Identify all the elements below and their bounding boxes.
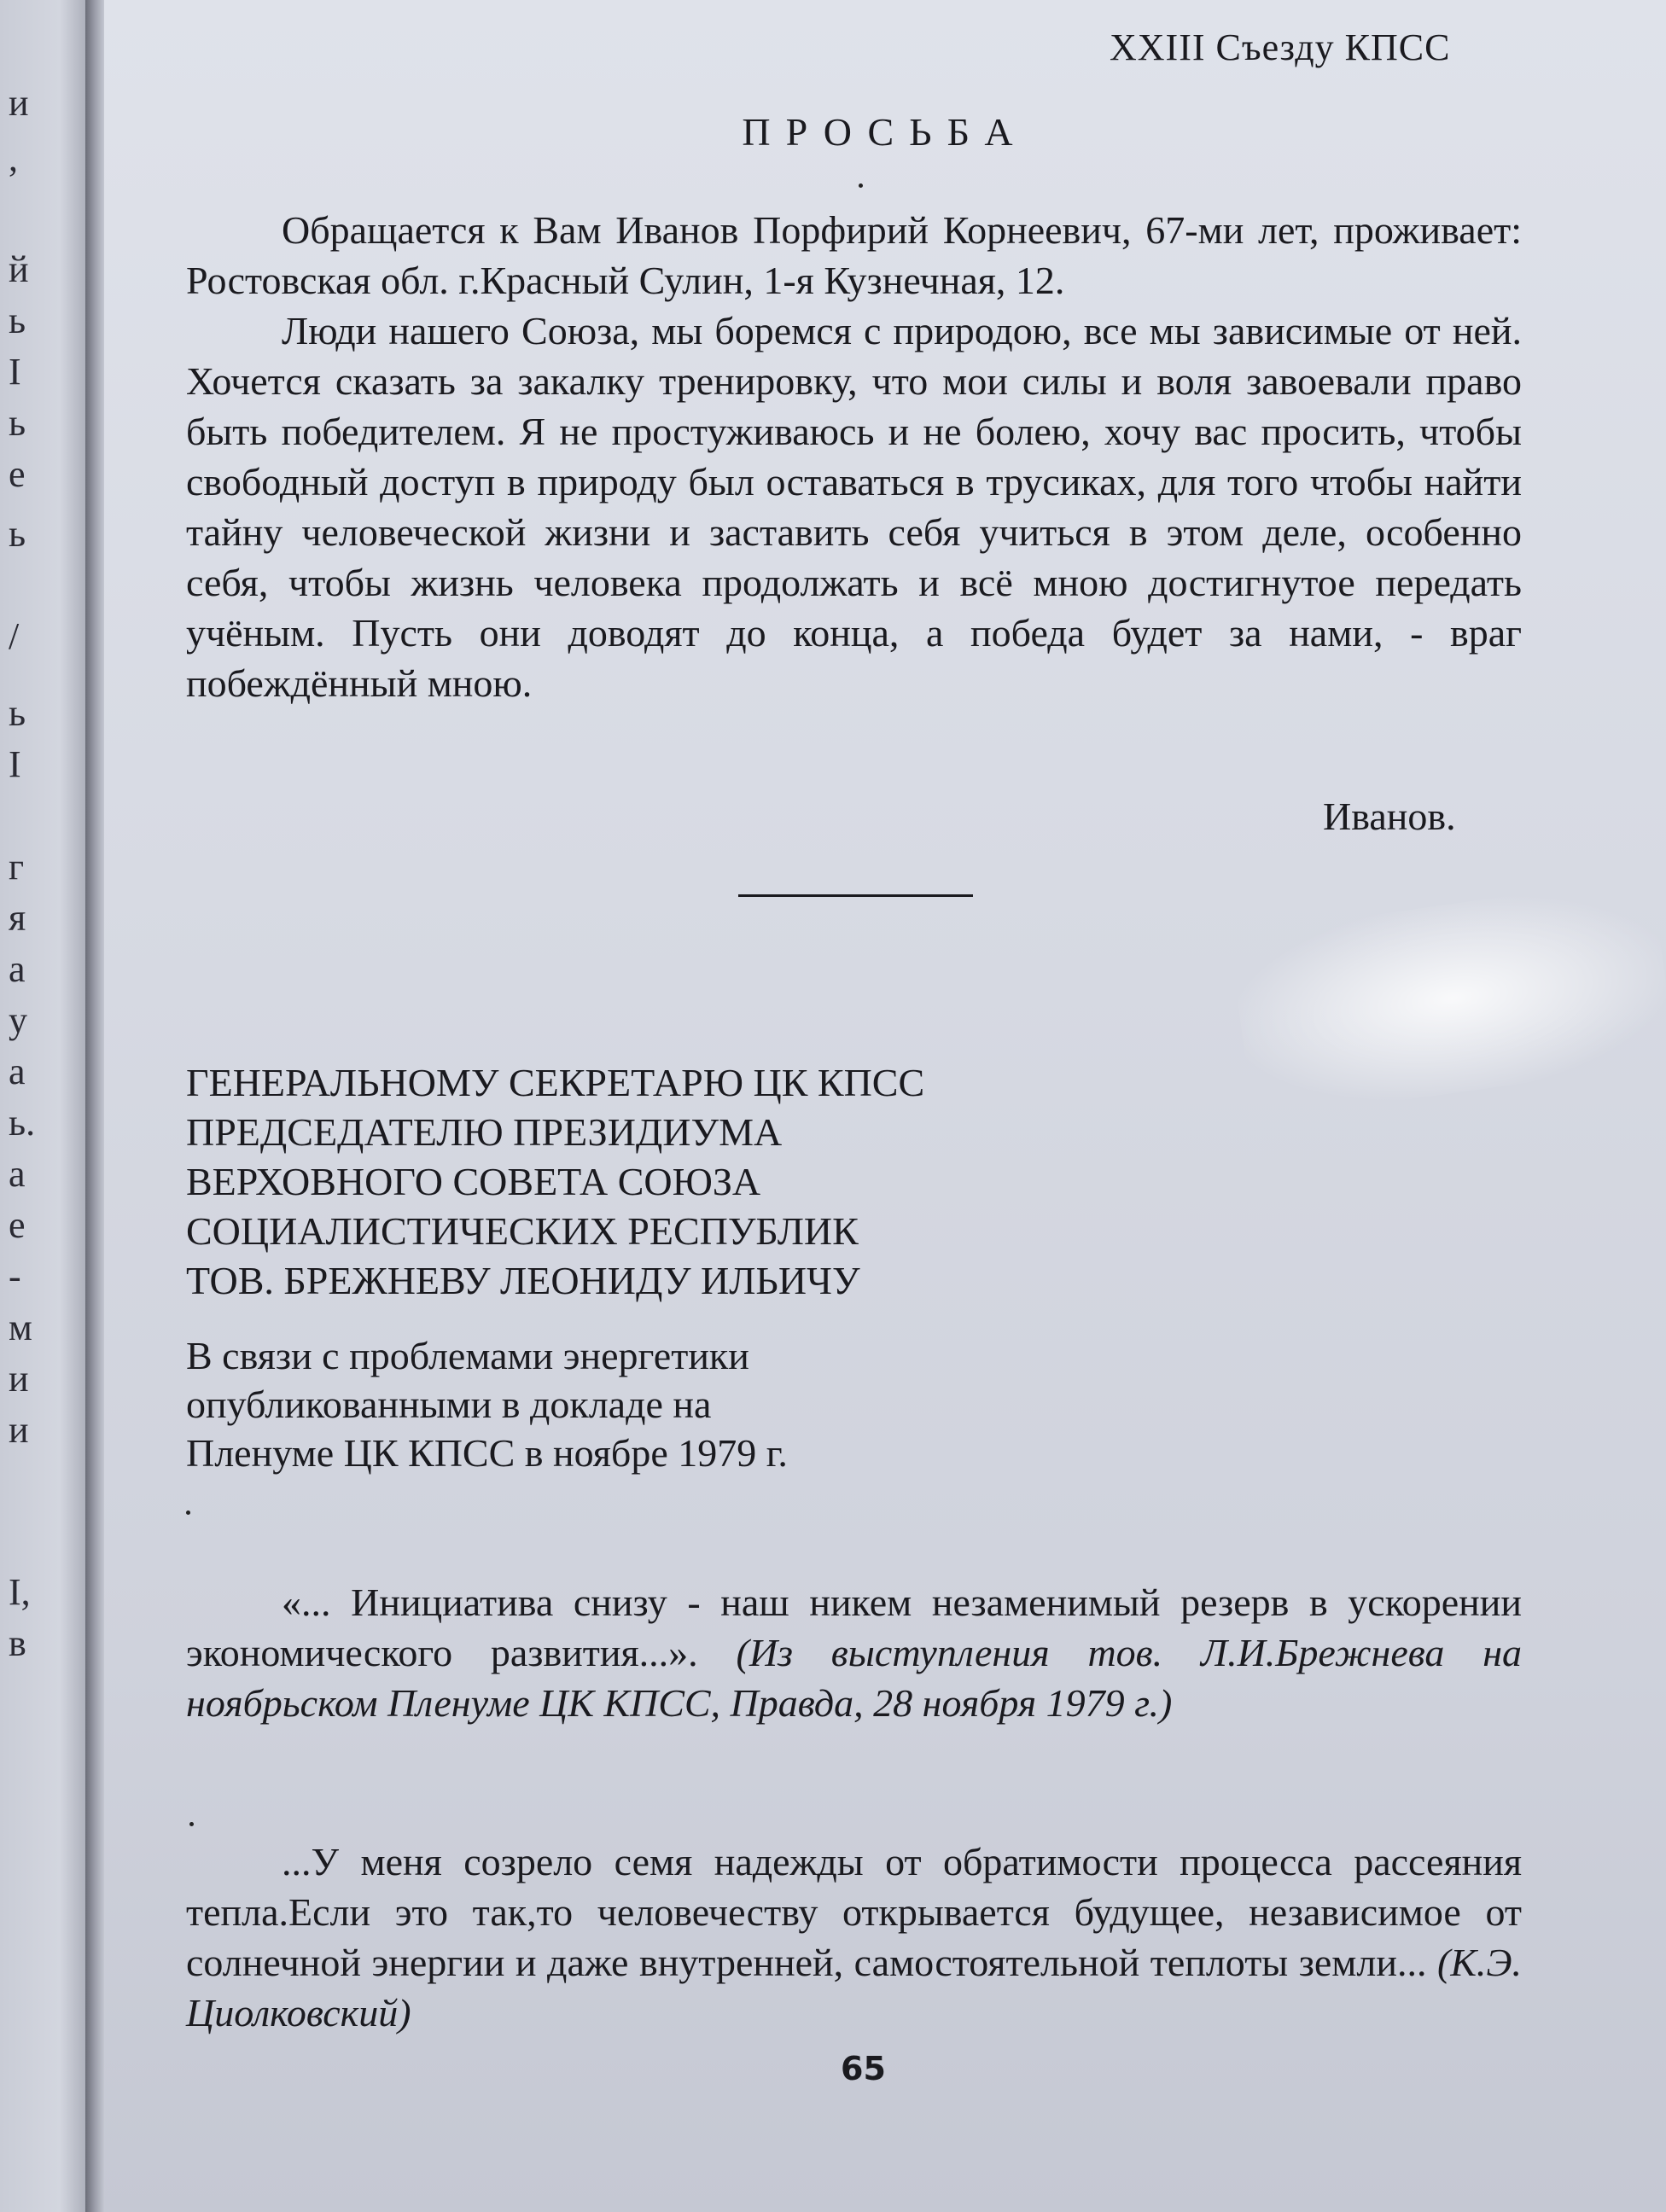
left-page-letter: я: [9, 897, 26, 939]
left-page-letter: и: [9, 1409, 29, 1451]
left-page-letter: и: [9, 82, 29, 124]
left-page-letter: а: [9, 1153, 26, 1195]
left-page-letter: I,: [9, 1571, 31, 1613]
light-glare: [1228, 876, 1666, 1121]
left-page-letter: й: [9, 248, 29, 290]
left-page-letter: -: [9, 1255, 21, 1297]
left-page-letter: е: [9, 1204, 26, 1246]
left-page-letter: I: [9, 351, 21, 393]
left-page-letter: ь: [9, 402, 26, 444]
tsiolkovsky-quote: [186, 1837, 1522, 2038]
subject-line: В связи с проблемами энергетики: [186, 1334, 749, 1377]
addressee-line: ПРЕДСЕДАТЕЛЮ ПРЕЗИДИУМА: [186, 1110, 783, 1154]
left-page-letter: ,: [9, 137, 18, 179]
left-page-letter: I: [9, 743, 21, 785]
left-page-letter: /: [9, 615, 20, 657]
running-head: XXIII Съезду КПСС: [1110, 26, 1451, 68]
page-title: ПРОСЬБА: [742, 110, 1028, 154]
adjacent-page-strip: [0, 0, 85, 2212]
request-paragraph-1: Обращается к Вам Иванов Порфирий Корнеевич, 67-ми лет, проживает: Ростовская обл. г.Красный Сулин, 1-я Кузнечная, 12.: [186, 208, 1522, 302]
left-page-letter: ь.: [9, 1102, 36, 1144]
left-page-letter: ь: [9, 692, 26, 734]
left-page-letter: а: [9, 1051, 26, 1092]
addressee-line: ВЕРХОВНОГО СОВЕТА СОЮЗА: [186, 1160, 761, 1203]
speck: [189, 1822, 194, 1826]
left-page-letter: г: [9, 846, 25, 888]
request-paragraph-2: Люди нашего Союза, мы боремся с природою, все мы зависимые от ней. Хочется сказать за закалку тренировку, что мои силы и воля завоевали право быть победителем. Я не простуживаюсь и не болею, хочу вас просить, чтобы свободный доступ в природу был оставаться в трусиках, для того чтобы найти тайну человеческой жизни и заставить себя учиться в этом деле, особенно себя, чтобы жизнь человека продолжать и всё мною достигнутое передать учёным. Пусть они доводят до конца, а победа будет за нами, - враг побеждённый мною.: [186, 309, 1522, 705]
page-number: 65: [841, 2050, 886, 2087]
signature: Иванов.: [1323, 795, 1456, 838]
left-page-letter: ь: [9, 300, 26, 341]
left-page-letter: е: [9, 453, 26, 495]
left-page-letter: у: [9, 999, 27, 1041]
quote-text: ...У меня созрело семя надежды от обратимости процесса рассеяния тепла.Если это так,то человечеству открывается будущее, независимое от солнечной энергии и даже внутренней, самостоятельной теплоты земли...: [186, 1840, 1522, 1984]
section-divider: [738, 894, 973, 897]
left-page-letter: в: [9, 1622, 26, 1664]
left-page-letter: м: [9, 1307, 32, 1348]
subject-line: Пленуме ЦК КПСС в ноябре 1979 г.: [186, 1431, 788, 1475]
addressee-line: СОЦИАЛИСТИЧЕСКИХ РЕСПУБЛИК: [186, 1209, 859, 1253]
addressee-line: ГЕНЕРАЛЬНОМУ СЕКРЕТАРЮ ЦК КПСС: [186, 1061, 925, 1104]
speck: [859, 183, 863, 188]
left-page-letter: а: [9, 948, 26, 990]
quote-source: (Из выступления тов. Л.И.Брежнева на ноябрьском Пленуме ЦК КПСС, Правда, 28 ноября 1979 г.): [186, 1631, 1523, 1725]
brezhnev-quote: [186, 1577, 1522, 1728]
left-page-letter: и: [9, 1358, 29, 1400]
book-gutter: [85, 0, 104, 2212]
left-page-letter: ь: [9, 513, 26, 555]
quote-text: «... Инициатива снизу - наш никем незаменимый резерв в ускорении экономического развития...».: [186, 1580, 1522, 1674]
quote-source: (К.Э. Циолковский): [186, 1941, 1523, 2034]
addressee-line: ТОВ. БРЕЖНЕВУ ЛЕОНИДУ ИЛЬИЧУ: [186, 1259, 860, 1302]
subject-block: [186, 1331, 788, 1477]
addressee-block: [186, 1058, 924, 1306]
speck: [186, 1511, 190, 1515]
subject-line: опубликованными в докладе на: [186, 1382, 712, 1426]
